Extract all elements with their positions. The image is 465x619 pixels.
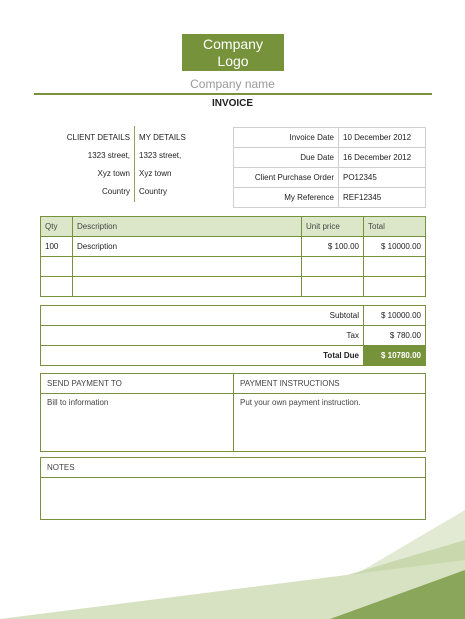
items-header-row [41,217,426,237]
purchase-order-label: Client Purchase Order [234,168,339,188]
payment-section [40,373,426,452]
tax-value[interactable]: $ 780.00 [364,326,426,346]
invoice-date-value[interactable]: 10 December 2012 [339,128,426,148]
qty-header: Qty [41,217,73,237]
reference-value[interactable]: REF12345 [339,188,426,208]
total-cell[interactable] [364,277,426,297]
my-town: Xyz town [139,169,172,178]
total-due-row [41,346,426,366]
meta-row-purchase-order [234,168,426,188]
description-cell[interactable]: Description [73,237,302,257]
subtotal-label: Subtotal [41,306,364,326]
payment-instructions-value[interactable]: Put your own payment instruction. [240,398,361,407]
send-payment-label: SEND PAYMENT TO [41,374,233,394]
client-details-label: CLIENT DETAILS [66,133,130,142]
unit-price-cell[interactable] [302,277,364,297]
invoice-title: INVOICE [211,98,254,109]
send-payment-value[interactable]: Bill to information [47,398,109,407]
logo-line2: Logo [217,52,249,69]
total-header: Total [364,217,426,237]
totals-table [40,305,426,366]
invoice-meta-table [233,127,426,208]
total-due-value: $ 10780.00 [364,346,426,366]
my-street: 1323 street, [139,151,182,160]
total-due-label: Total Due [41,346,364,366]
unit-price-header: Unit price [302,217,364,237]
my-details [139,132,229,204]
unit-price-cell[interactable] [302,257,364,277]
line-items-table [40,216,426,297]
my-details-label: MY DETAILS [139,133,186,142]
purchase-order-value[interactable]: PO12345 [339,168,426,188]
qty-cell[interactable] [41,257,73,277]
notes-section [40,457,426,520]
total-cell[interactable]: $ 10000.00 [364,237,426,257]
client-town: Xyz town [97,169,130,178]
logo-line1: Company [203,35,263,52]
client-street: 1323 street, [87,151,130,160]
notes-label: NOTES [41,458,425,478]
qty-cell[interactable]: 100 [41,237,73,257]
client-details [48,132,130,204]
details-separator [134,126,135,202]
table-row [41,277,426,297]
company-name: Company name [190,77,275,91]
payment-instructions-box [234,374,425,451]
table-row [41,237,426,257]
invoice-date-label: Invoice Date [234,128,339,148]
description-cell[interactable] [73,257,302,277]
tax-label: Tax [41,326,364,346]
subtotal-row [41,306,426,326]
tax-row [41,326,426,346]
meta-row-reference [234,188,426,208]
my-country: Country [139,187,168,196]
subtotal-value: $ 10000.00 [364,306,426,326]
header-divider [34,93,432,95]
send-payment-box [41,374,234,451]
meta-row-invoice-date [234,128,426,148]
payment-instructions-label: PAYMENT INSTRUCTIONS [234,374,425,394]
total-cell[interactable] [364,257,426,277]
due-date-label: Due Date [234,148,339,168]
description-header: Description [73,217,302,237]
due-date-value[interactable]: 16 December 2012 [339,148,426,168]
unit-price-cell[interactable]: $ 100.00 [302,237,364,257]
client-country: Country [101,187,130,196]
qty-cell[interactable] [41,277,73,297]
meta-row-due-date [234,148,426,168]
notes-value[interactable] [41,478,425,486]
description-cell[interactable] [73,277,302,297]
reference-label: My Reference [234,188,339,208]
company-logo [182,34,284,71]
table-row [41,257,426,277]
